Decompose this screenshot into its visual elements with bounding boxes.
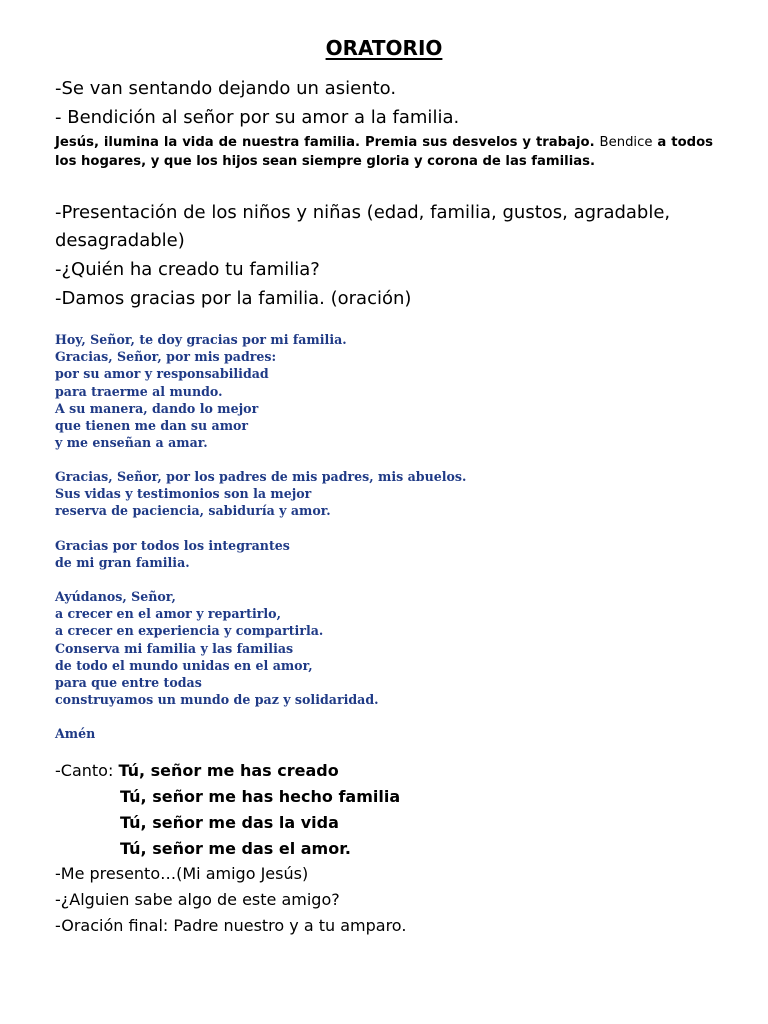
intro-line-2: - Bendición al señor por su amor a la familia.: [55, 107, 460, 128]
prayer-line: de todo el mundo unidas en el amor,: [55, 657, 313, 673]
closing-line-1: -Me presento…(Mi amigo Jesús): [55, 864, 309, 883]
prayer-line: para que entre todas: [55, 675, 202, 691]
song-line-3: [120, 813, 339, 832]
song-line-2: [120, 787, 400, 806]
prayer-line: construyamos un mundo de paz y solidaridad.: [55, 692, 379, 708]
song-label: -Canto:: [55, 761, 119, 780]
document-title: ORATORIO: [325, 36, 443, 60]
song-line-4: [120, 839, 351, 858]
song-line-1: [55, 761, 339, 780]
prayer-line: Gracias por todos los integrantes: [55, 538, 290, 553]
closing-line-3: -Oración final: Padre nuestro y a tu amparo.: [55, 916, 407, 935]
blessing-prayer: [55, 133, 713, 171]
blessing-part-3: a todos los hogares, y que los hijos sean siempre gloria y corona de las familias.: [55, 135, 713, 169]
prayer-stanza-2: [55, 468, 466, 520]
intro-line-1: -Se van sentando dejando un asiento.: [55, 78, 397, 99]
song-lyric: Tú, señor me has creado: [118, 761, 339, 780]
prayer-line: Conserva mi familia y las familias: [55, 640, 294, 656]
prayer-line: que tienen me dan su amor: [55, 418, 249, 434]
prayer-line: por su amor y responsabilidad: [55, 366, 269, 382]
prayer-line: para traerme al mundo.: [55, 383, 223, 399]
prayer-line: A su manera, dando lo mejor: [55, 400, 259, 416]
prayer-line: Hoy, Señor, te doy gracias por mi familia.: [55, 332, 347, 347]
closing-line-2: -¿Alguien sabe algo de este amigo?: [55, 890, 340, 909]
prayer-line: a crecer en el amor y repartirlo,: [55, 606, 281, 622]
prayer-line: Gracias, Señor, por mis padres:: [55, 349, 277, 365]
prayer-stanza-3: [55, 537, 290, 571]
song-lyric: Tú, señor me das la vida: [120, 813, 339, 832]
step-line-3: -¿Quién ha creado tu familia?: [55, 259, 320, 280]
prayer-amen: Amén: [55, 726, 96, 741]
prayer-line: reserva de paciencia, sabiduría y amor.: [55, 503, 331, 519]
blessing-part-2: Bendice: [599, 135, 653, 150]
prayer-line: a crecer en experiencia y compartirla.: [55, 623, 324, 639]
prayer-stanza-4: [55, 588, 379, 708]
prayer-line: Ayúdanos, Señor,: [55, 589, 176, 604]
step-line-1: -Presentación de los niños y niñas (edad, familia, gustos, agradable,: [55, 202, 671, 223]
prayer-line: Gracias, Señor, por los padres de mis padres, mis abuelos.: [55, 469, 467, 484]
prayer-stanza-1: [55, 331, 347, 451]
song-lyric: Tú, señor me has hecho familia: [120, 787, 401, 806]
step-line-4: -Damos gracias por la familia. (oración): [55, 288, 412, 309]
blessing-part-1: Jesús, ilumina la vida de nuestra familia. Premia sus desvelos y trabajo.: [55, 135, 595, 150]
prayer-line: de mi gran familia.: [55, 555, 190, 571]
prayer-line: y me enseñan a amar.: [55, 435, 208, 451]
step-line-2: desagradable): [55, 230, 185, 251]
prayer-line: Sus vidas y testimonios son la mejor: [55, 486, 312, 502]
song-lyric: Tú, señor me das el amor.: [120, 839, 351, 858]
